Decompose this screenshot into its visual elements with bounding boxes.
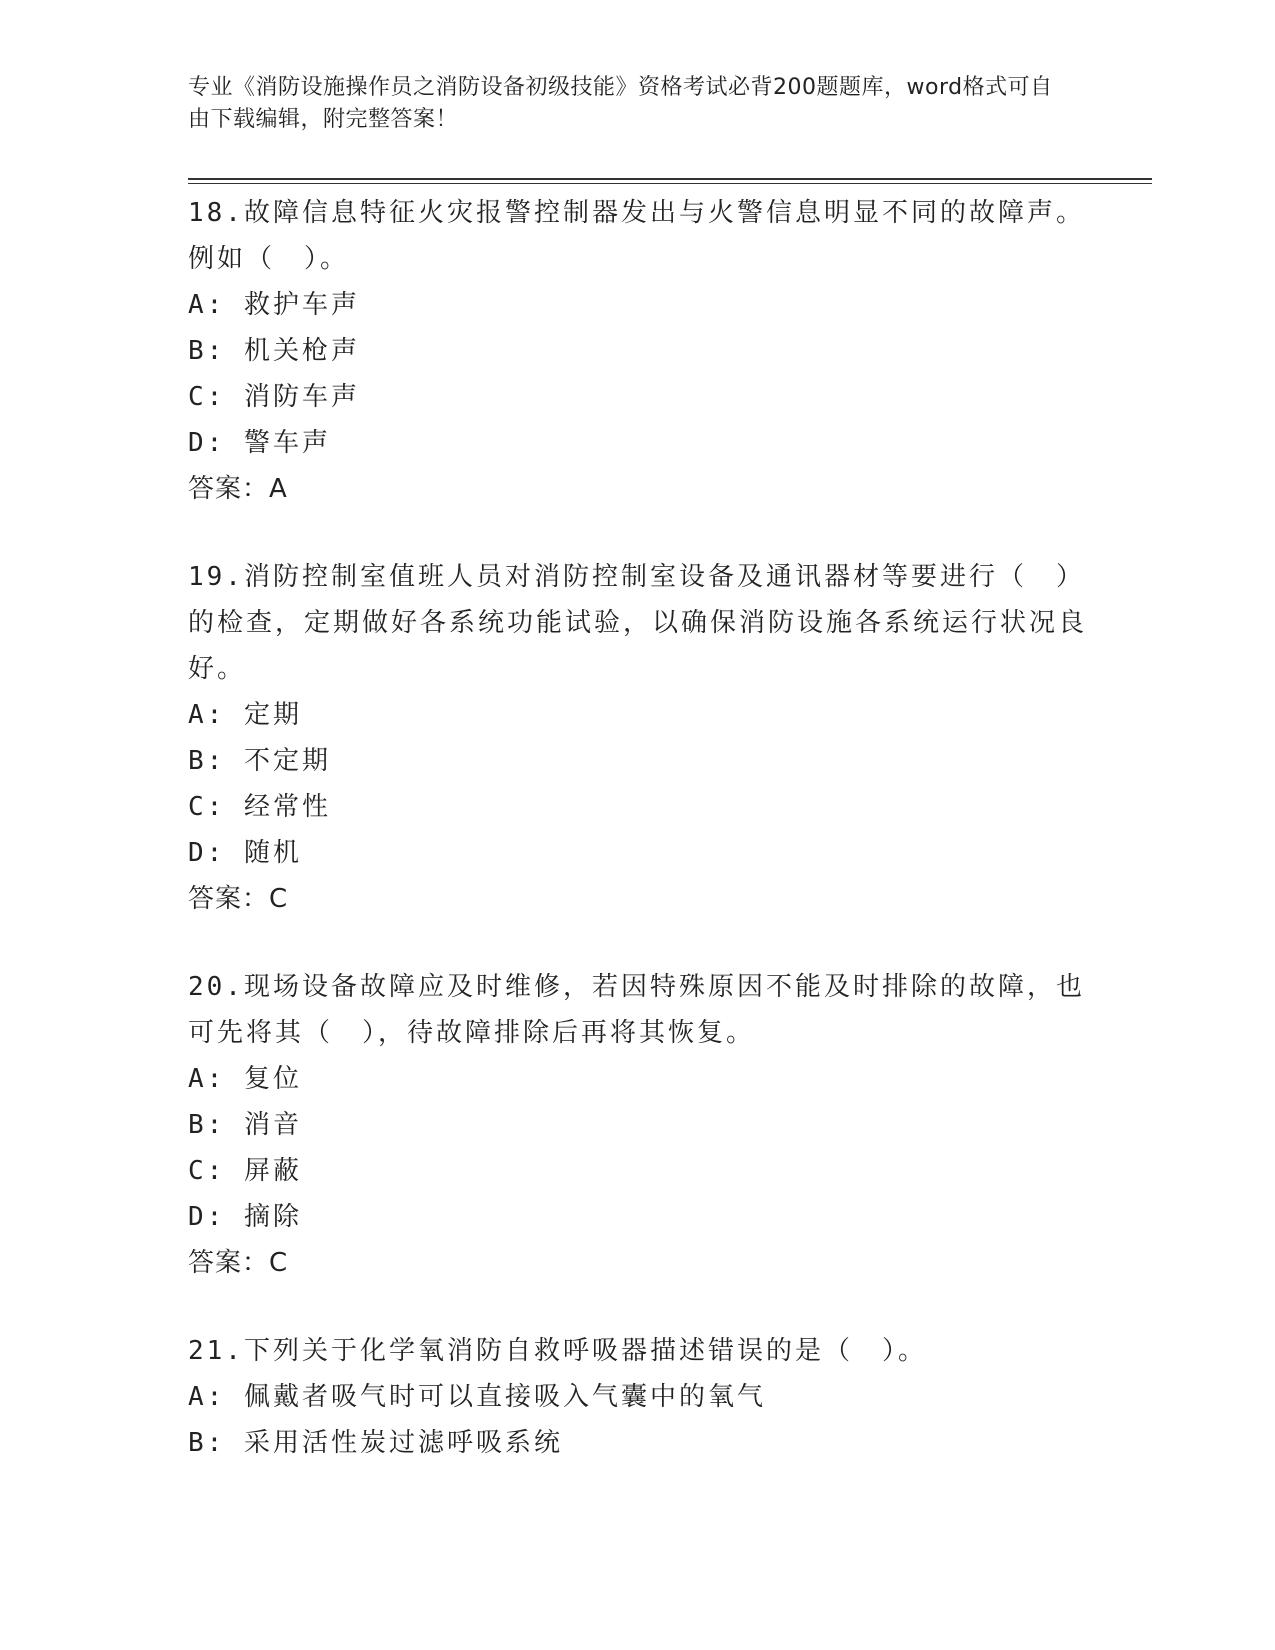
- option-d: D: 警车声: [188, 428, 331, 458]
- question-text: 18.故障信息特征火灾报警控制器发出与火警信息明显不同的故障声。例如（ ）。: [188, 198, 1085, 274]
- question-18: [188, 190, 1088, 512]
- question-list: [188, 190, 1088, 1508]
- option-a: A: 定期: [188, 700, 302, 730]
- answer-line: 答案：C: [188, 884, 289, 914]
- question-21: [188, 1328, 1088, 1466]
- option-a: A: 佩戴者吸气时可以直接吸入气囊中的氧气: [188, 1382, 766, 1412]
- answer-line: 答案：C: [188, 1248, 289, 1278]
- option-d: D: 随机: [188, 838, 302, 868]
- option-c: C: 经常性: [188, 792, 331, 822]
- question-text: 21.下列关于化学氧消防自救呼吸器描述错误的是（ ）。: [188, 1336, 927, 1366]
- question-text: 19.消防控制室值班人员对消防控制室设备及通讯器材等要进行（ ）的检查，定期做好各系统功能试验，以确保消防设施各系统运行状况良好。: [188, 562, 1088, 684]
- option-c: C: 屏蔽: [188, 1156, 302, 1186]
- option-b: B: 机关枪声: [188, 336, 360, 366]
- option-b: B: 消音: [188, 1110, 302, 1140]
- option-b: B: 采用活性炭过滤呼吸系统: [188, 1428, 563, 1458]
- question-text: 20.现场设备故障应及时维修，若因特殊原因不能及时排除的故障，也可先将其（ ），待故障排除后再将其恢复。: [188, 972, 1085, 1048]
- document-header: 专业《消防设施操作员之消防设备初级技能》资格考试必背200题题库，word格式可自由下载编辑，附完整答案！: [188, 75, 1053, 132]
- option-b: B: 不定期: [188, 746, 331, 776]
- question-20: [188, 964, 1088, 1286]
- option-d: D: 摘除: [188, 1202, 302, 1232]
- header-divider-thin: [188, 183, 1152, 184]
- answer-line: 答案：A: [188, 474, 288, 504]
- header-divider-thick: [188, 178, 1152, 180]
- question-19: [188, 554, 1088, 922]
- option-c: C: 消防车声: [188, 382, 360, 412]
- option-a: A: 复位: [188, 1064, 302, 1094]
- option-a: A: 救护车声: [188, 290, 360, 320]
